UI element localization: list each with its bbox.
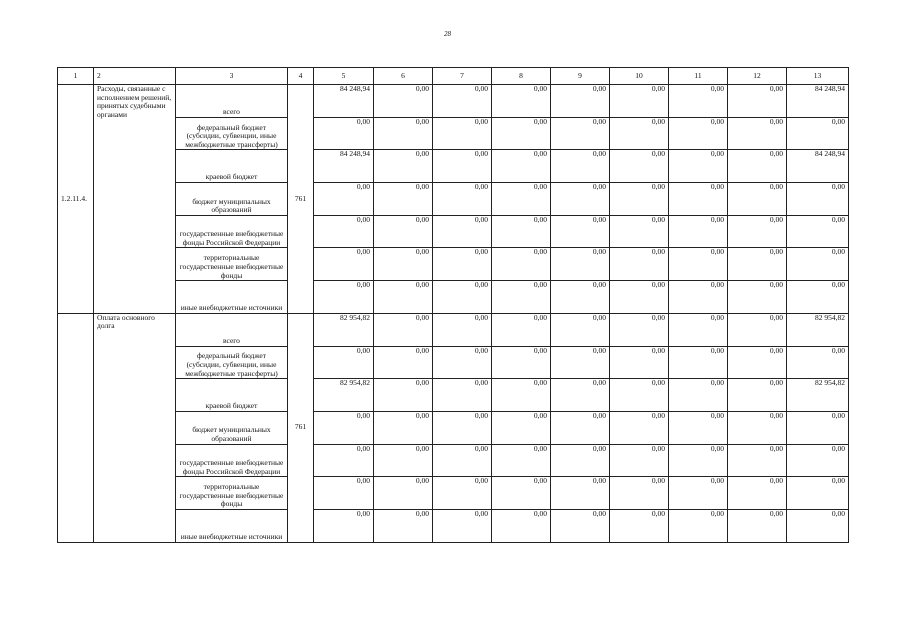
amount-cell: 0,00 <box>728 379 787 412</box>
table-row <box>58 281 849 314</box>
amount-cell: 0,00 <box>314 117 374 150</box>
table-row <box>58 85 849 118</box>
table-body <box>58 68 849 543</box>
amount-cell: 0,00 <box>610 150 669 183</box>
amount-cell: 0,00 <box>433 85 492 118</box>
table-row <box>58 215 849 248</box>
amount-cell: 0,00 <box>492 215 551 248</box>
amount-cell: 0,00 <box>610 281 669 314</box>
page-number: 28 <box>444 30 451 38</box>
amount-cell: 0,00 <box>374 183 433 216</box>
column-header-13: 13 <box>787 68 849 85</box>
amount-cell: 0,00 <box>728 248 787 281</box>
column-header-8: 8 <box>492 68 551 85</box>
amount-cell: 0,00 <box>433 117 492 150</box>
amount-cell: 0,00 <box>610 411 669 444</box>
amount-cell: 0,00 <box>551 248 610 281</box>
amount-cell: 0,00 <box>433 346 492 379</box>
amount-cell: 0,00 <box>610 117 669 150</box>
funding-source: краевой бюджет <box>176 150 288 183</box>
amount-cell: 0,00 <box>728 313 787 346</box>
amount-cell: 0,00 <box>787 411 849 444</box>
funding-source: всего <box>176 313 288 346</box>
amount-cell: 0,00 <box>669 248 728 281</box>
agency-code: 761 <box>288 85 314 314</box>
amount-cell: 0,00 <box>728 509 787 542</box>
funding-source: федеральный бюджет (субсидии, субвенции, иные межбюджетные трансферты) <box>176 117 288 150</box>
amount-cell: 0,00 <box>314 509 374 542</box>
amount-cell: 84 248,94 <box>314 85 374 118</box>
amount-cell: 0,00 <box>374 477 433 510</box>
amount-cell: 0,00 <box>551 183 610 216</box>
table-row <box>58 411 849 444</box>
amount-cell: 0,00 <box>610 248 669 281</box>
amount-cell: 0,00 <box>787 509 849 542</box>
amount-cell: 0,00 <box>374 313 433 346</box>
amount-cell: 0,00 <box>492 117 551 150</box>
amount-cell: 82 954,82 <box>787 379 849 412</box>
funding-source: иные внебюджетные источники <box>176 509 288 542</box>
amount-cell: 0,00 <box>314 281 374 314</box>
amount-cell: 0,00 <box>669 215 728 248</box>
table-row <box>58 444 849 477</box>
amount-cell: 0,00 <box>610 379 669 412</box>
amount-cell: 0,00 <box>728 281 787 314</box>
amount-cell: 0,00 <box>669 509 728 542</box>
amount-cell: 0,00 <box>728 346 787 379</box>
amount-cell: 0,00 <box>669 313 728 346</box>
amount-cell: 0,00 <box>374 117 433 150</box>
amount-cell: 0,00 <box>433 444 492 477</box>
amount-cell: 0,00 <box>374 248 433 281</box>
column-header-6: 6 <box>374 68 433 85</box>
amount-cell: 0,00 <box>314 444 374 477</box>
amount-cell: 0,00 <box>551 281 610 314</box>
section-description: Оплата основного долга <box>94 313 176 542</box>
amount-cell: 0,00 <box>314 248 374 281</box>
amount-cell: 0,00 <box>610 183 669 216</box>
amount-cell: 0,00 <box>374 215 433 248</box>
amount-cell: 0,00 <box>374 85 433 118</box>
amount-cell: 82 954,82 <box>314 379 374 412</box>
amount-cell: 0,00 <box>551 313 610 346</box>
amount-cell: 0,00 <box>669 411 728 444</box>
amount-cell: 0,00 <box>492 150 551 183</box>
amount-cell: 0,00 <box>314 411 374 444</box>
amount-cell: 84 248,94 <box>314 150 374 183</box>
column-header-5: 5 <box>314 68 374 85</box>
amount-cell: 0,00 <box>728 411 787 444</box>
amount-cell: 0,00 <box>433 509 492 542</box>
amount-cell: 0,00 <box>314 183 374 216</box>
amount-cell: 0,00 <box>728 215 787 248</box>
amount-cell: 0,00 <box>492 411 551 444</box>
amount-cell: 0,00 <box>374 509 433 542</box>
column-header-9: 9 <box>551 68 610 85</box>
amount-cell: 0,00 <box>669 477 728 510</box>
funding-source: краевой бюджет <box>176 379 288 412</box>
table-row <box>58 313 849 346</box>
amount-cell: 0,00 <box>787 248 849 281</box>
amount-cell: 0,00 <box>433 150 492 183</box>
amount-cell: 0,00 <box>492 379 551 412</box>
amount-cell: 0,00 <box>787 346 849 379</box>
funding-source: бюджет муниципальных образований <box>176 411 288 444</box>
amount-cell: 0,00 <box>669 444 728 477</box>
funding-source: территориальные государственные внебюджетные фонды <box>176 477 288 510</box>
table-row <box>58 183 849 216</box>
amount-cell: 0,00 <box>610 346 669 379</box>
amount-cell: 0,00 <box>551 85 610 118</box>
amount-cell: 0,00 <box>551 117 610 150</box>
column-header-2: 2 <box>94 68 176 85</box>
amount-cell: 0,00 <box>610 477 669 510</box>
funding-source: территориальные государственные внебюджетные фонды <box>176 248 288 281</box>
amount-cell: 0,00 <box>433 248 492 281</box>
amount-cell: 0,00 <box>314 477 374 510</box>
amount-cell: 0,00 <box>492 477 551 510</box>
table-row <box>58 248 849 281</box>
amount-cell: 0,00 <box>669 346 728 379</box>
amount-cell: 82 954,82 <box>314 313 374 346</box>
table-row <box>58 346 849 379</box>
amount-cell: 0,00 <box>433 379 492 412</box>
column-header-10: 10 <box>610 68 669 85</box>
amount-cell: 0,00 <box>787 215 849 248</box>
amount-cell: 0,00 <box>551 215 610 248</box>
amount-cell: 0,00 <box>551 379 610 412</box>
amount-cell: 0,00 <box>492 313 551 346</box>
budget-table <box>57 67 849 543</box>
table-row <box>58 379 849 412</box>
amount-cell: 0,00 <box>492 346 551 379</box>
section-code: 1.2.11.4. <box>58 85 94 314</box>
amount-cell: 0,00 <box>610 444 669 477</box>
funding-source: государственные внебюджетные фонды Российской Федерации <box>176 444 288 477</box>
amount-cell: 0,00 <box>374 281 433 314</box>
amount-cell: 0,00 <box>433 411 492 444</box>
amount-cell: 0,00 <box>787 281 849 314</box>
amount-cell: 0,00 <box>433 281 492 314</box>
amount-cell: 0,00 <box>374 411 433 444</box>
amount-cell: 0,00 <box>314 346 374 379</box>
table-row <box>58 150 849 183</box>
amount-cell: 0,00 <box>728 477 787 510</box>
amount-cell: 0,00 <box>374 150 433 183</box>
amount-cell: 82 954,82 <box>787 313 849 346</box>
amount-cell: 0,00 <box>610 509 669 542</box>
funding-source: всего <box>176 85 288 118</box>
amount-cell: 0,00 <box>433 215 492 248</box>
amount-cell: 0,00 <box>374 444 433 477</box>
amount-cell: 0,00 <box>669 117 728 150</box>
amount-cell: 0,00 <box>669 85 728 118</box>
amount-cell: 0,00 <box>669 150 728 183</box>
funding-source: федеральный бюджет (субсидии, субвенции, иные межбюджетные трансферты) <box>176 346 288 379</box>
amount-cell: 0,00 <box>551 150 610 183</box>
amount-cell: 0,00 <box>728 183 787 216</box>
table-row <box>58 117 849 150</box>
amount-cell: 0,00 <box>551 444 610 477</box>
amount-cell: 0,00 <box>492 183 551 216</box>
amount-cell: 0,00 <box>492 444 551 477</box>
column-header-1: 1 <box>58 68 94 85</box>
table-row <box>58 477 849 510</box>
section-code <box>58 313 94 542</box>
header-row <box>58 68 849 85</box>
amount-cell: 0,00 <box>787 183 849 216</box>
amount-cell: 0,00 <box>551 477 610 510</box>
column-header-7: 7 <box>433 68 492 85</box>
amount-cell: 0,00 <box>551 411 610 444</box>
amount-cell: 0,00 <box>551 346 610 379</box>
amount-cell: 0,00 <box>610 215 669 248</box>
table-row <box>58 509 849 542</box>
column-header-12: 12 <box>728 68 787 85</box>
amount-cell: 0,00 <box>787 444 849 477</box>
amount-cell: 0,00 <box>374 379 433 412</box>
column-header-11: 11 <box>669 68 728 85</box>
amount-cell: 0,00 <box>669 183 728 216</box>
amount-cell: 0,00 <box>433 313 492 346</box>
amount-cell: 0,00 <box>728 85 787 118</box>
amount-cell: 0,00 <box>492 281 551 314</box>
amount-cell: 0,00 <box>492 509 551 542</box>
amount-cell: 0,00 <box>492 248 551 281</box>
amount-cell: 0,00 <box>728 117 787 150</box>
amount-cell: 0,00 <box>551 509 610 542</box>
funding-source: иные внебюджетные источники <box>176 281 288 314</box>
amount-cell: 0,00 <box>433 477 492 510</box>
amount-cell: 0,00 <box>669 379 728 412</box>
column-header-4: 4 <box>288 68 314 85</box>
section-description: Расходы, связанные с исполнением решений, принятых судебными органами <box>94 85 176 314</box>
amount-cell: 0,00 <box>314 215 374 248</box>
column-header-3: 3 <box>176 68 288 85</box>
amount-cell: 0,00 <box>669 281 728 314</box>
funding-source: бюджет муниципальных образований <box>176 183 288 216</box>
amount-cell: 0,00 <box>610 85 669 118</box>
amount-cell: 0,00 <box>610 313 669 346</box>
funding-source: государственные внебюджетные фонды Российской Федерации <box>176 215 288 248</box>
amount-cell: 84 248,94 <box>787 150 849 183</box>
amount-cell: 0,00 <box>374 346 433 379</box>
amount-cell: 0,00 <box>787 477 849 510</box>
amount-cell: 0,00 <box>787 117 849 150</box>
amount-cell: 0,00 <box>728 444 787 477</box>
amount-cell: 0,00 <box>728 150 787 183</box>
amount-cell: 84 248,94 <box>787 85 849 118</box>
amount-cell: 0,00 <box>492 85 551 118</box>
agency-code: 761 <box>288 313 314 542</box>
amount-cell: 0,00 <box>433 183 492 216</box>
